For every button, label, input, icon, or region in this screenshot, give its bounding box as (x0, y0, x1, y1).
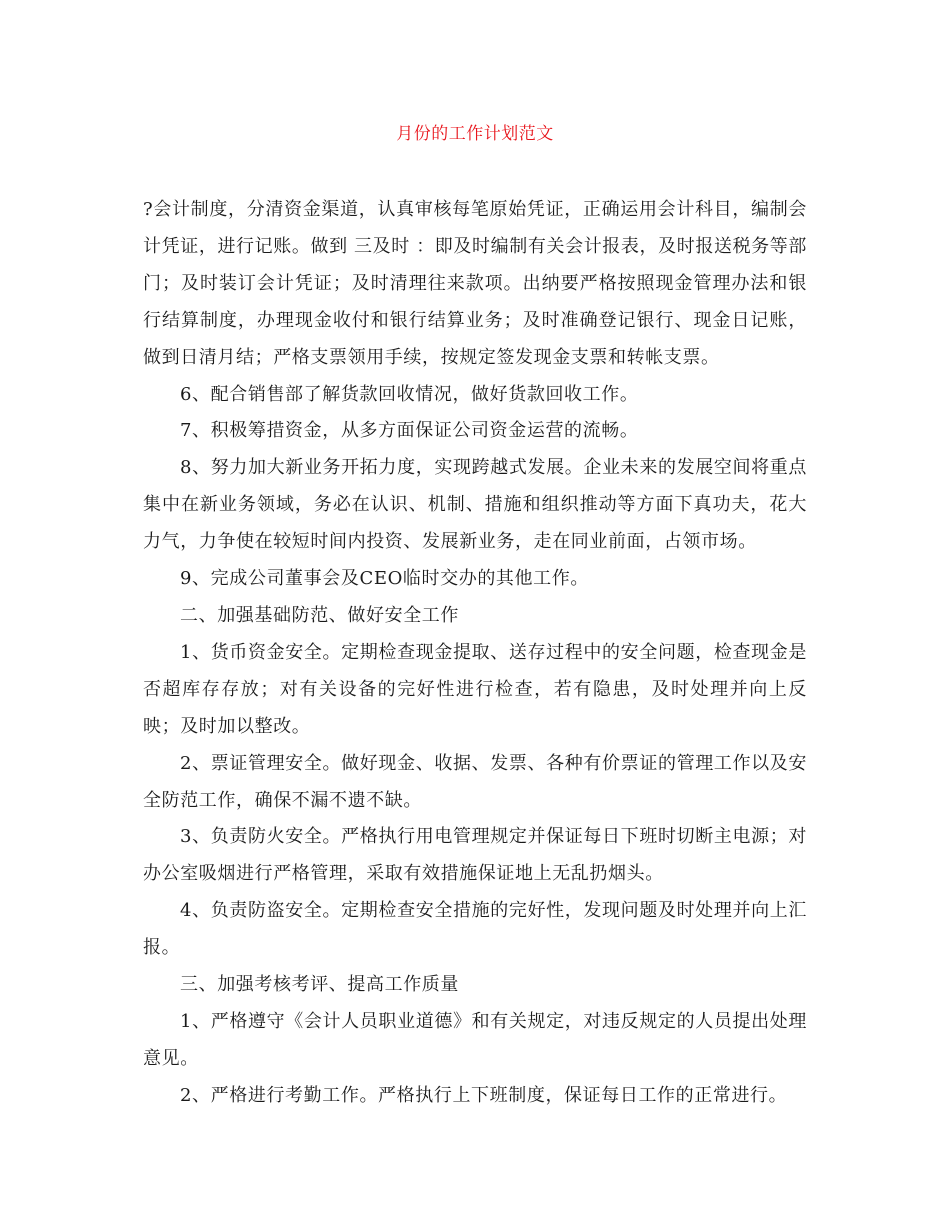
section-heading-2: 二、加强基础防范、做好安全工作 (180, 604, 459, 626)
paragraph-3: 8、努力加大新业务开拓力度，实现跨越式发展。企业未来的发展空间将重点集中在新业务领域，务必在认识、机制、措施和组织推动等方面下真功夫，花大力气，力争使在较短时间内投资、发展新业务，走在同业前面，占领市场。 (143, 457, 807, 553)
paragraph-2: 7、积极筹措资金，从多方面保证公司资金运营的流畅。 (180, 420, 639, 442)
paragraph-8: 3、负责防火安全。严格执行用电管理规定并保证每日下班时切断主电源；对办公室吸烟进行严格管理，采取有效措施保证地上无乱扔烟头。 (143, 826, 807, 885)
paragraph-12: 2、严格进行考勤工作。严格执行上下班制度，保证每日工作的正常进行。 (180, 1084, 788, 1106)
document-title: 月份的工作计划范文 (396, 124, 554, 144)
document-body (143, 192, 807, 1115)
paragraph-9: 4、负责防盗安全。定期检查安全措施的完好性，发现问题及时处理并向上汇报。 (143, 900, 807, 959)
paragraph-11: 1、严格遵守《会计人员职业道德》和有关规定，对违反规定的人员提出处理意见。 (143, 1010, 807, 1069)
paragraph-1: 6、配合销售部了解货款回收情况，做好货款回收工作。 (180, 383, 639, 405)
section-heading-3: 三、加强考核考评、提高工作质量 (180, 974, 459, 996)
paragraph-4: 9、完成公司董事会及CEO临时交办的其他工作。 (180, 568, 589, 590)
paragraph-6: 1、货币资金安全。定期检查现金提取、送存过程中的安全问题，检查现金是否超库存存放；对有关设备的完好性进行检查，若有隐患，及时处理并向上反映；及时加以整改。 (143, 641, 807, 737)
paragraph-7: 2、票证管理安全。做好现金、收据、发票、各种有价票证的管理工作以及安全防范工作，确保不漏不遗不缺。 (143, 752, 807, 811)
paragraph-0: ?会计制度，分清资金渠道，认真审核每笔原始凭证，正确运用会计科目，编制会计凭证，进行记账。做到 三及时 ：即及时编制有关会计报表，及时报送税务等部门；及时装订会计凭证；及时清理往来款项。出纳要严格按照现金管理办法和银行结算制度，办理现金收付和银行结算业务；及时准确登记银行、现金日记账，做到日清月结；严格支票领用手续，按规定签发现金支票和转帐支票。 (143, 199, 807, 368)
